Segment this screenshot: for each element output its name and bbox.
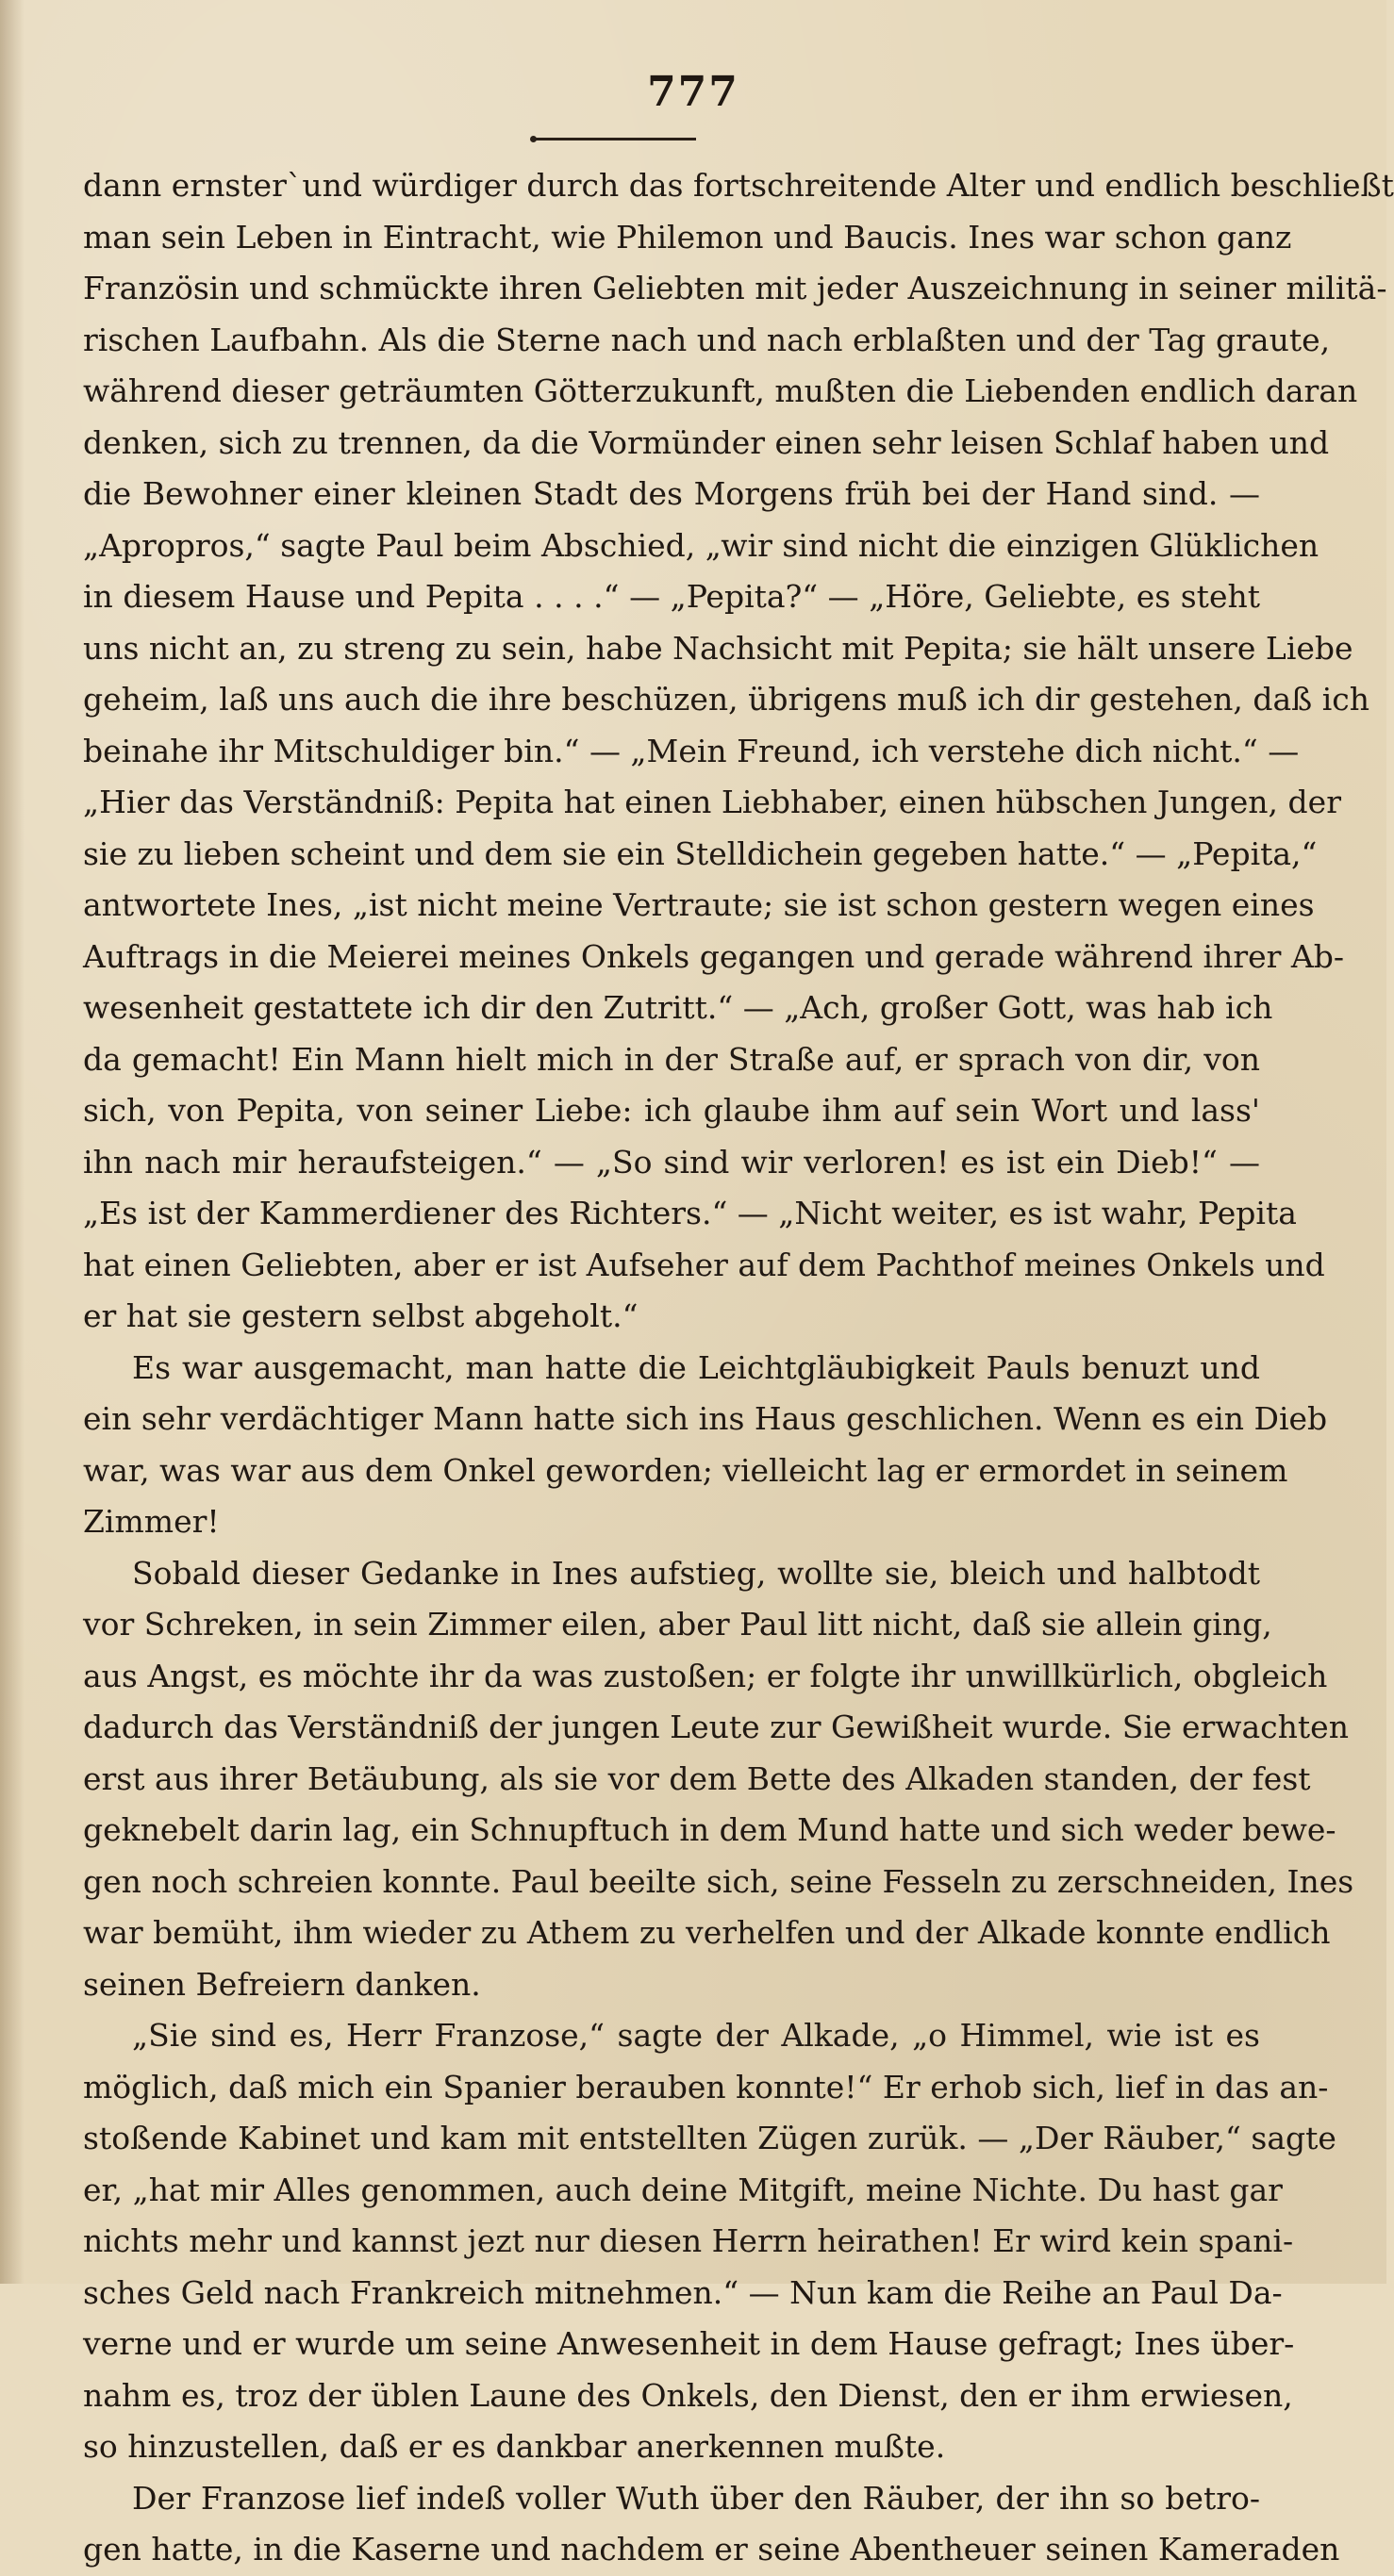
text-line: „Hier das Verständniß: Pepita hat einen Liebhaber, einen hübschen Jungen, der (83, 784, 1341, 820)
text-line: antwortete Ines, „ist nicht meine Vertraute; sie ist schon gestern wegen eines (83, 886, 1315, 923)
text-line: ihn nach mir heraufsteigen.“ — „So sind wir verloren! es ist ein Dieb!“ — (83, 1143, 1260, 1181)
text-line: war bemüht, ihm wieder zu Athem zu verhelfen und der Alkade konnte endlich (83, 1914, 1331, 1951)
text-line: denken, sich zu trennen, da die Vormünder einen sehr leisen Schlaf haben und (83, 423, 1330, 461)
text-line: er hat sie gestern selbst abgeholt.“ (83, 1297, 639, 1334)
text-line: nichts mehr und kannst jezt nur diesen Herrn heirathen! Er wird kein spani- (83, 2222, 1294, 2259)
text-line: Französin und schmückte ihren Geliebten mit jeder Auszeichnung in seiner militä- (83, 270, 1387, 306)
text-line: dann ernster`und würdiger durch das fortschreitende Alter und endlich beschließt (83, 167, 1394, 204)
text-line: möglich, daß mich ein Spanier berauben konnte!“ Er erhob sich, lief in das an- (83, 2068, 1329, 2105)
text-line: Der Franzose lief indeß voller Wuth über den Räuber, der ihn so betro- (132, 2479, 1260, 2517)
text-line: „Sie sind es, Herr Franzose,“ sagte der Alkade, „o Himmel, wie ist es (132, 2017, 1260, 2054)
text-line: dadurch das Verständniß der jungen Leute zur Gewißheit wurde. Sie erwachten (83, 1709, 1349, 1745)
text-line: so hinzustellen, daß er es dankbar anerkennen mußte. (83, 2428, 946, 2465)
text-line: geheim, laß uns auch die ihre beschüzen, übrigens muß ich dir gestehen, daß ich (83, 681, 1369, 718)
page-gutter-shadow (0, 0, 25, 2284)
text-line: aus Angst, es möchte ihr da was zustoßen; er folgte ihr unwillkürlich, obgleich (83, 1657, 1328, 1694)
text-line: man sein Leben in Eintracht, wie Philemon und Baucis. Ines war schon ganz (83, 218, 1292, 256)
text-line: beinahe ihr Mitschuldiger bin.“ — „Mein Freund, ich verstehe dich nicht.“ — (83, 732, 1300, 769)
text-line: er, „hat mir Alles genommen, auch deine Mitgift, meine Nichte. Du hast gar (83, 2171, 1283, 2208)
text-line: Es war ausgemacht, man hatte die Leichtgläubigkeit Pauls benuzt und (132, 1348, 1260, 1386)
text-line: die Bewohner einer kleinen Stadt des Morgens früh bei der Hand sind. — (83, 475, 1260, 512)
text-line: Zimmer! (83, 1503, 220, 1540)
text-line: sches Geld nach Frankreich mitnehmen.“ — Nun kam die Reihe an Paul Da- (83, 2273, 1283, 2311)
text-line: während dieser geträumten Götterzukunft, mußten die Liebenden endlich daran (83, 372, 1358, 409)
body-text (83, 160, 1394, 2576)
text-line: rischen Laufbahn. Als die Sterne nach und nach erblaßten und der Tag graute, (83, 321, 1331, 358)
text-line: verne und er wurde um seine Anwesenheit in dem Hause gefragt; Ines über- (83, 2325, 1295, 2362)
text-line: war, was war aus dem Onkel geworden; vielleicht lag er ermordet in seinem (83, 1451, 1288, 1489)
text-line: gen noch schreien konnte. Paul beeilte sich, seine Fesseln zu zerschneiden, Ines (83, 1862, 1354, 1900)
text-line: seinen Befreiern danken. (83, 1965, 481, 2003)
text-line: vor Schreken, in sein Zimmer eilen, aber Paul litt nicht, daß sie allein ging, (83, 1606, 1272, 1643)
text-line: in diesem Hause und Pepita . . . .“ — „Pepita?“ — „Höre, Geliebte, es steht (83, 578, 1260, 615)
text-line: uns nicht an, zu streng zu sein, habe Nachsicht mit Pepita; sie hält unsere Liebe (83, 629, 1353, 667)
header-rule (536, 138, 696, 140)
text-line: sich, von Pepita, von seiner Liebe: ich glaube ihm auf sein Wort und lass' (83, 1092, 1260, 1129)
text-line: gen hatte, in die Kaserne und nachdem er seine Abentheuer seinen Kameraden (83, 2531, 1340, 2568)
text-line: Sobald dieser Gedanke in Ines aufstieg, wollte sie, bleich und halbtodt (132, 1554, 1260, 1592)
page-number: 777 (647, 68, 739, 116)
text-line: nahm es, troz der üblen Laune des Onkels, den Dienst, den er ihm erwiesen, (83, 2376, 1293, 2414)
text-line: geknebelt darin lag, ein Schnupftuch in dem Mund hatte und sich weder bewe- (83, 1811, 1336, 1848)
text-line: stoßende Kabinet und kam mit entstellten Zügen zurük. — „Der Räuber,“ sagte (83, 2120, 1336, 2156)
text-line: „Apropros,“ sagte Paul beim Abschied, „wir sind nicht die einzigen Glüklichen (83, 526, 1319, 564)
text-line: „Es ist der Kammerdiener des Richters.“ — „Nicht weiter, es ist wahr, Pepita (83, 1195, 1297, 1231)
text-line: ein sehr verdächtiger Mann hatte sich ins Haus geschlichen. Wenn es ein Dieb (83, 1400, 1328, 1437)
text-line: erst aus ihrer Betäubung, als sie vor dem Bette des Alkaden standen, der fest (83, 1759, 1311, 1797)
text-line: Auftrags in die Meierei meines Onkels gegangen und gerade während ihrer Ab- (83, 937, 1344, 975)
text-line: sie zu lieben scheint und dem sie ein Stelldichein gegeben hatte.“ — „Pepita,“ (83, 834, 1318, 872)
text-line: hat einen Geliebten, aber er ist Aufseher auf dem Pachthof meines Onkels und (83, 1246, 1325, 1283)
text-line: wesenheit gestattete ich dir den Zutritt.“ — „Ach, großer Gott, was hab ich (83, 989, 1273, 1026)
text-line: da gemacht! Ein Mann hielt mich in der Straße auf, er sprach von dir, von (83, 1040, 1260, 1078)
